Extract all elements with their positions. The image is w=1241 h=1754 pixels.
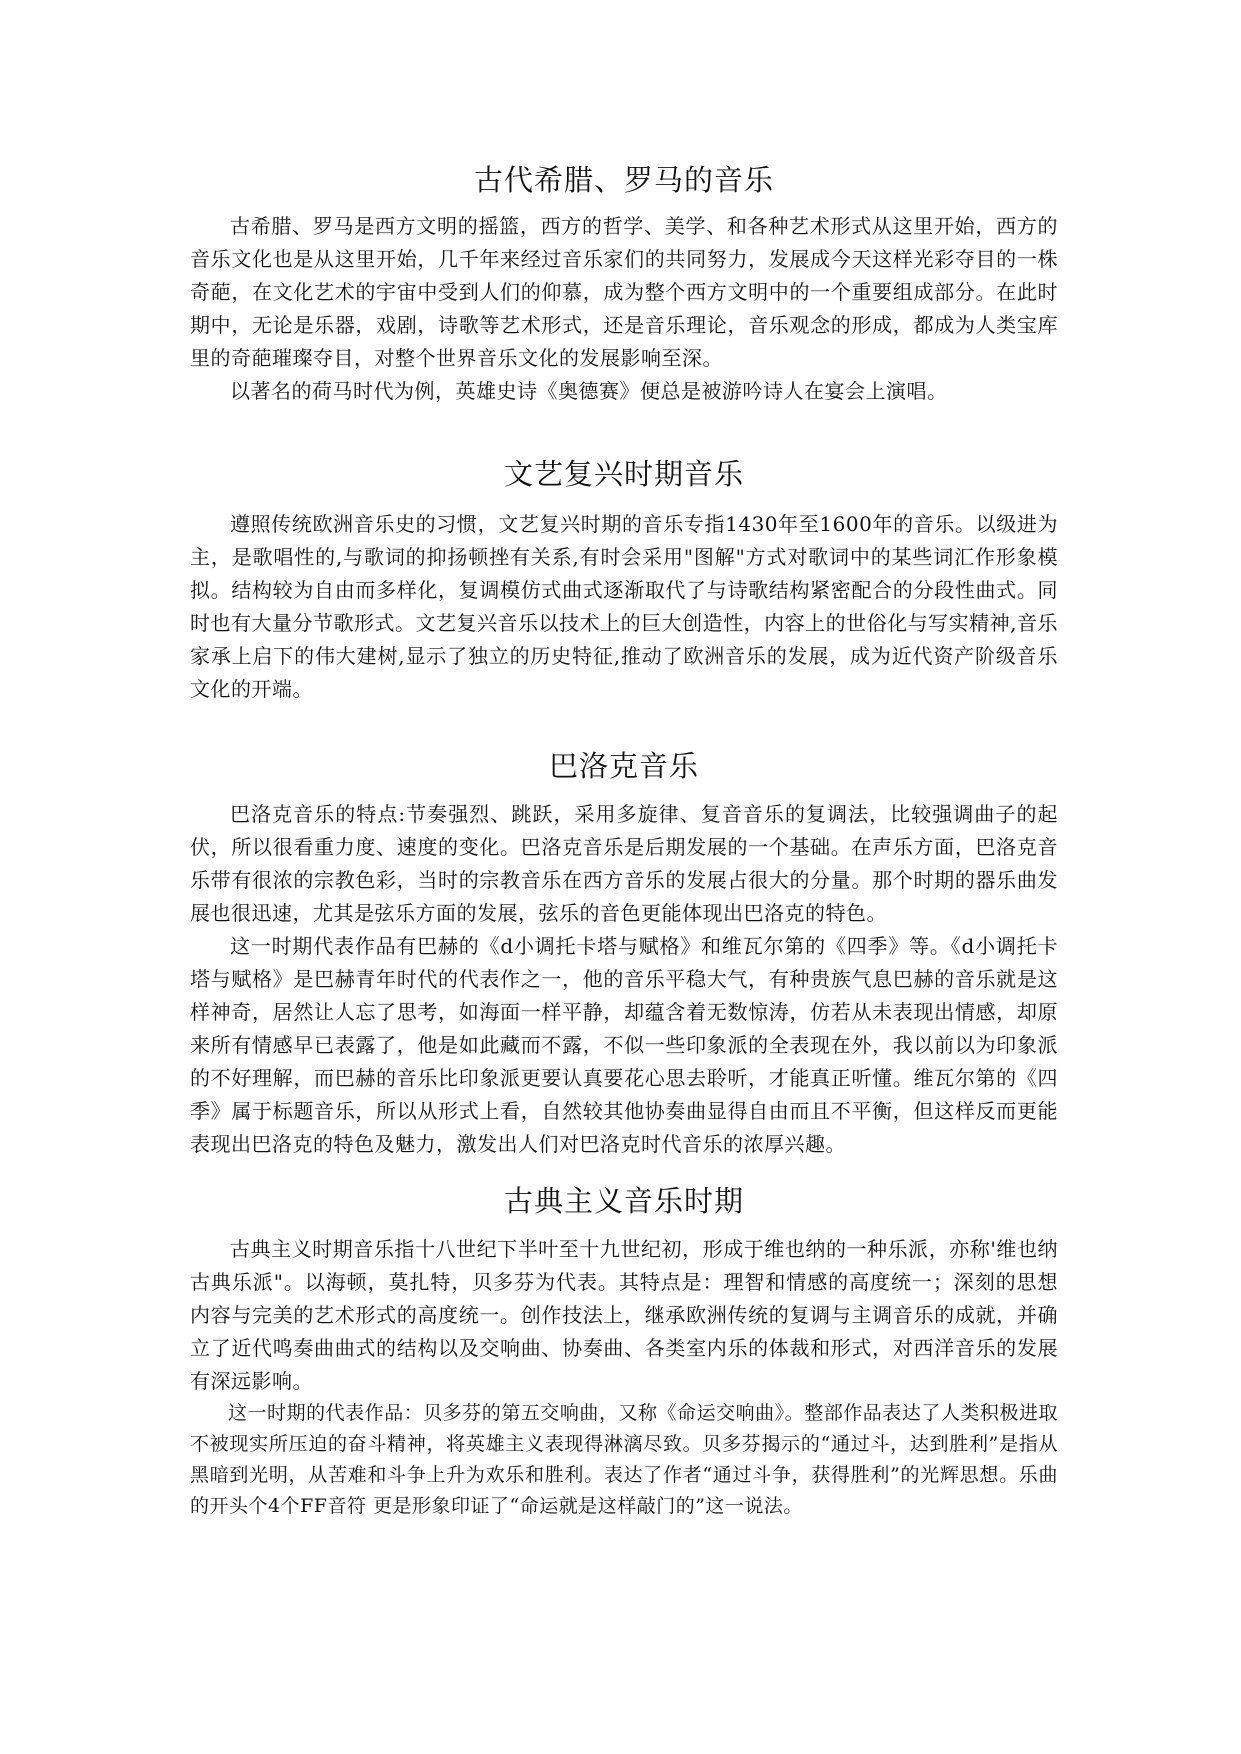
document-page [190,150,1058,1522]
paragraph: 遵照传统欧洲音乐史的习惯，文艺复兴时期的音乐专指1430年至1600年的音乐。以级进为主，是歌唱性的,与歌词的抑扬顿挫有关系,有时会采用"图解"方式对歌词中的某些词汇作形象模拟。结构较为自由而多样化，复调模仿式曲式逐渐取代了与诗歌结构紧密配合的分段性曲式。同时也有大量分节歌形式。文艺复兴音乐以技术上的巨大创造性，内容上的世俗化与写实精神,音乐家承上启下的伟大建树,显示了独立的历史特征,推动了欧洲音乐的发展，成为近代资产阶级音乐文化的开端。 [190,512,1058,701]
paragraph: 这一时期的代表作品：贝多芬的第五交响曲，又称《命运交响曲》。整部作品表达了人类积极进取不被现实所压迫的奋斗精神，将英雄主义表现得淋漓尽致。贝多芬揭示的“通过斗，达到胜利”是指从黑暗到光明，从苦难和斗争上升为欢乐和胜利。表达了作者“通过斗争，获得胜利”的光辉思想。乐曲的开头个4个FF音符 更是形象印证了“命运就是这样敲门的”这一说法。 [190,1402,1058,1517]
section-title-baroque: 巴洛克音乐 [548,749,699,783]
section-title-classical: 古典主义音乐时期 [503,1184,744,1218]
paragraph: 古希腊、罗马是西方文明的摇篮，西方的哲学、美学、和各种艺术形式从这里开始，西方的音乐文化也是从这里开始，几千年来经过音乐家们的共同努力，发展成今天这样光彩夺目的一株奇葩，在文化艺术的宇宙中受到人们的仰慕，成为整个西方文明中的一个重要组成部分。在此时期中，无论是乐器，戏剧，诗歌等艺术形式，还是音乐理论，音乐观念的形成，都成为人类宝库里的奇葩璀璨夺目，对整个世界音乐文化的发展影响至深。 [190,214,1058,370]
paragraph: 古典主义时期音乐指十八世纪下半叶至十九世纪初，形成于维也纳的一种乐派，亦称'维也纳古典乐派"。以海顿，莫扎特，贝多芬为代表。其特点是：理智和情感的高度统一；深刻的思想内容与完美的艺术形式的高度统一。创作技法上，继承欧洲传统的复调与主调音乐的成就，并确立了近代鸣奏曲曲式的结构以及交响曲、协奏曲、各类室内乐的体裁和形式，对西洋音乐的发展有深远影响。 [190,1237,1058,1393]
section-title-renaissance: 文艺复兴时期音乐 [503,457,744,491]
paragraph: 以著名的荷马时代为例，英雄史诗《奥德赛》便总是被游吟诗人在宴会上演唱。 [230,379,948,403]
section-title-ancient-greece-rome: 古代希腊、罗马的音乐 [473,163,774,197]
paragraph: 这一时期代表作品有巴赫的《d小调托卡塔与赋格》和维瓦尔第的《四季》等。《d小调托卡塔与赋格》是巴赫青年时代的代表作之一，他的音乐平稳大气，有种贵族气息巴赫的音乐就是这样神奇，居然让人忘了思考，如海面一样平静，却蕴含着无数惊涛，仿若从未表现出情感，却原来所有情感早已表露了，他是如此藏而不露，不似一些印象派的全表现在外，我以前以为印象派的不好理解，而巴赫的音乐比印象派更要认真要花心思去聆听，才能真正听懂。维瓦尔第的《四季》属于标题音乐，所以从形式上看，自然较其他协奏曲显得自由而且不平衡，但这样反而更能表现出巴洛克的特色及魅力，激发出人们对巴洛克时代音乐的浓厚兴趣。 [190,934,1058,1156]
paragraph: 巴洛克音乐的特点:节奏强烈、跳跃，采用多旋律、复音音乐的复调法，比较强调曲子的起伏，所以很看重力度、速度的变化。巴洛克音乐是后期发展的一个基础。在声乐方面，巴洛克音乐带有很浓的宗教色彩，当时的宗教音乐在西方音乐的发展占很大的分量。那个时期的器乐曲发展也很迅速，尤其是弦乐方面的发展，弦乐的音色更能体现出巴洛克的特色。 [190,802,1058,925]
